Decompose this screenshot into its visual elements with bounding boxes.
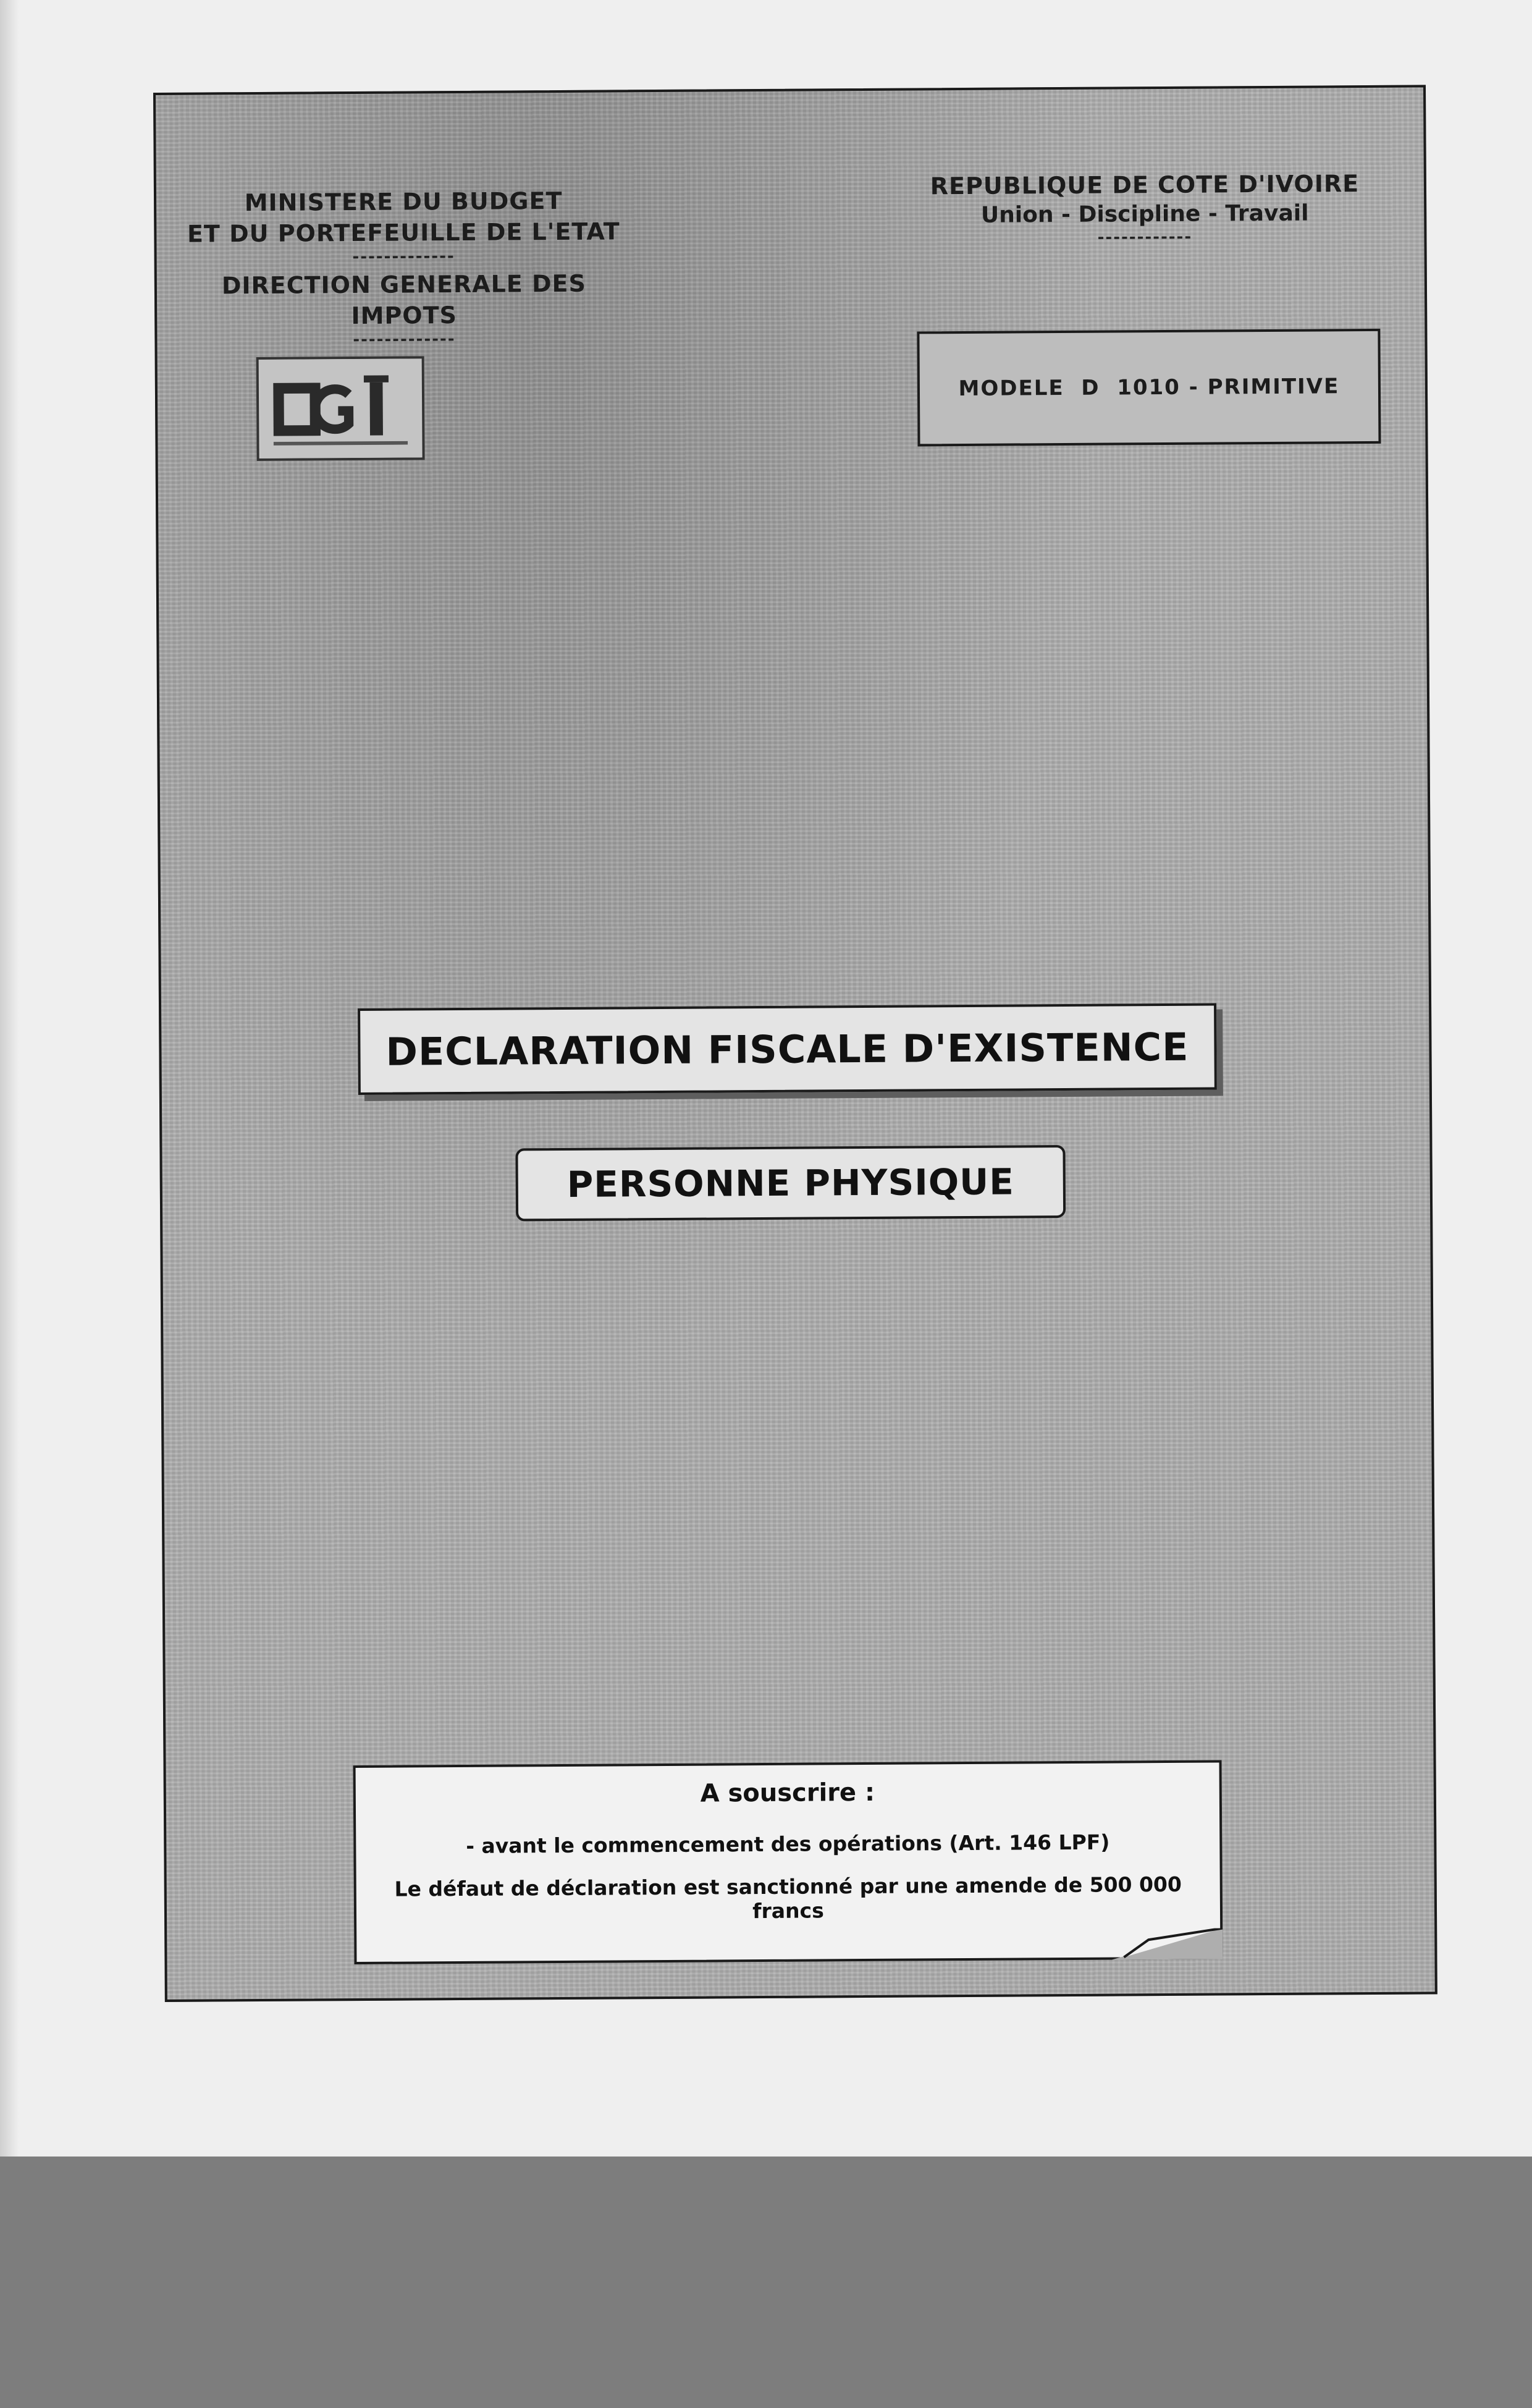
page-curl-icon [1111,1928,1223,1959]
main-title-box [358,1003,1217,1095]
form-model-label: MODELE D 1010 - PRIMITIVE [958,374,1340,402]
republic-title: REPUBLIQUE DE COTE D'IVOIRE [930,170,1360,200]
direction-line: DIRECTION GENERALE DES IMPOTS [221,269,587,330]
dgi-logo-icon [259,358,423,458]
ministry-line-1: MINISTERE DU BUDGET [244,187,563,217]
national-motto: Union - Discipline - Travail [980,200,1309,228]
subtitle: PERSONNE PHYSIQUE [566,1160,1015,1206]
republic-separator: ------------ [1097,227,1193,247]
republic-header [891,168,1399,248]
ministry-line-2: ET DU PORTEFEUILLE DE L'ETAT [187,218,620,248]
direction-separator: ------------- [353,330,456,350]
cover-frame [153,85,1437,2002]
page-edge-shadow [0,0,19,2157]
notice-line-2: Le défaut de déclaration est sanctionné par une amende de 500 000 francs [394,1872,1182,1924]
notice-line-1: - avant le commencement des opérations (Art. 146 LPF) [466,1830,1110,1858]
ministry-header [169,185,639,350]
notice-heading: A souscrire : [700,1778,875,1808]
filing-notice-box [353,1760,1223,1964]
dgi-logo [256,356,425,461]
ministry-separator: ------------- [352,247,455,267]
main-title: DECLARATION FISCALE D'EXISTENCE [385,1024,1189,1075]
subtitle-box [515,1145,1066,1221]
form-model-box [917,329,1381,447]
